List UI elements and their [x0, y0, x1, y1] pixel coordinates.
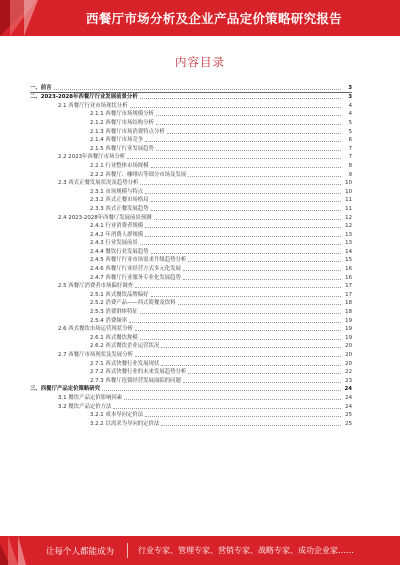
toc-entry[interactable]: [30, 307, 352, 316]
toc-dot-leader: [156, 150, 341, 151]
toc-heading: 内容目录: [175, 55, 225, 69]
toc-entry-title: 2.3 西式正餐发展状况及趋势分析: [58, 180, 139, 187]
toc-dot-leader: [140, 184, 341, 185]
toc-dot-leader: [151, 210, 341, 211]
toc-entry-title: 3.2.2 以需求为导向的定价法: [90, 420, 160, 427]
footer-decoration: [18, 536, 26, 565]
toc-entry-title: 2.3.1 市场规模与特点: [90, 188, 144, 195]
toc-entry-title: 2.4.1 行业消费者规模: [90, 223, 144, 230]
toc-entry-title: 2.4.3 行业发展前景: [90, 240, 138, 247]
toc-page-number: 17: [345, 283, 352, 290]
toc-entry-title: 2.2.2 西餐厅、咖啡店等细分市场及发展: [90, 171, 187, 178]
toc-dot-leader: [178, 304, 341, 305]
toc-page-number: 13: [345, 240, 352, 247]
toc-dot-leader: [102, 390, 341, 391]
toc-entry-title: 2.1.2 西餐厅市场结构分析: [90, 119, 154, 126]
toc-entry[interactable]: [30, 204, 352, 213]
toc-dot-leader: [151, 253, 341, 254]
toc-page-number: 4: [348, 102, 352, 109]
toc-page-number: 18: [345, 309, 352, 316]
toc-entry-title: 一、前言: [30, 84, 52, 91]
toc-entry[interactable]: [30, 264, 352, 273]
toc-entry-title: 2.4.2 年消费人群规模: [90, 231, 144, 238]
toc-dot-leader: [127, 158, 341, 159]
toc-page-number: 19: [345, 317, 352, 324]
toc-page-number: 18: [345, 300, 352, 307]
toc-page-number: 4: [348, 111, 352, 118]
toc-page-number: 24: [344, 386, 352, 393]
toc-entry-title: 2.4.7 西餐厅行业服务专业化发展趋势: [90, 274, 181, 281]
toc-entry[interactable]: [30, 419, 352, 428]
toc-dot-leader: [145, 193, 341, 194]
toc-page-number: 24: [345, 403, 352, 410]
toc-entry-title: 2.2.1 行业整体市场规模: [90, 162, 149, 169]
toc-dot-leader: [183, 270, 341, 271]
toc-entry-title: 3.1 餐饮产品定价影响因素: [58, 394, 123, 401]
toc-page-number: 7: [348, 154, 352, 161]
toc-page-number: 7: [348, 145, 352, 152]
toc-page-number: 15: [345, 257, 352, 264]
toc-page-number: 10: [345, 188, 352, 195]
toc-entry[interactable]: [30, 93, 352, 102]
footer-banner: [0, 536, 400, 565]
toc-page-number: 12: [345, 214, 352, 221]
footer-slogan: 让每个人都能成为: [46, 547, 115, 557]
toc-dot-leader: [151, 201, 341, 202]
toc-entry-title: 2.1.5 西餐厅行业发展趋势: [90, 145, 154, 152]
toc-entry[interactable]: [30, 153, 352, 162]
toc-dot-leader: [140, 244, 341, 245]
toc-page-number: 3: [348, 94, 352, 101]
toc-page-number: 25: [345, 412, 352, 419]
toc-entry[interactable]: [30, 333, 352, 342]
toc-entry[interactable]: [30, 222, 352, 231]
toc-entry[interactable]: [30, 196, 352, 205]
toc-entry[interactable]: [30, 290, 352, 299]
toc-page-number: 13: [345, 231, 352, 238]
toc-entry[interactable]: [30, 230, 352, 239]
toc-page-number: 11: [345, 205, 352, 212]
toc-entry[interactable]: [30, 170, 352, 179]
toc-entry-title: 2.4.4 餐饮行业发展趋势: [90, 248, 149, 255]
toc-entry[interactable]: [30, 179, 352, 188]
toc-entry-title: 2.6 西式餐饮市场运营现状分析: [58, 326, 133, 333]
toc-entry[interactable]: [30, 342, 352, 351]
toc-dot-leader: [140, 313, 341, 314]
toc-dot-leader: [161, 365, 341, 366]
toc-entry[interactable]: [30, 393, 352, 402]
toc-dot-leader: [130, 107, 341, 108]
toc-entry-title: 2.1.3 西餐厅市场消费特点分析: [90, 128, 165, 135]
toc-entry-title: 二、2023-2028年西餐厅行业发展前景分析: [30, 94, 138, 101]
toc-page-number: 20: [345, 360, 352, 367]
toc-entry[interactable]: [30, 213, 352, 222]
footer-targets: 行业专家、管理专家、营销专家、战略专家、成功企业家……: [138, 546, 354, 555]
toc-dot-leader: [140, 339, 341, 340]
toc-page-number: 8: [348, 162, 352, 169]
toc-dot-leader: [183, 279, 341, 280]
toc-entry[interactable]: [30, 316, 352, 325]
toc-entry[interactable]: [30, 256, 352, 265]
toc-page-number: 6: [348, 137, 352, 144]
toc-dot-leader: [183, 382, 341, 383]
header-banner: [0, 0, 400, 36]
toc-page-number: 20: [345, 352, 352, 358]
toc-page-number: 9: [348, 171, 352, 178]
toc-page-number: 24: [345, 394, 352, 401]
footer-decoration: [8, 536, 18, 565]
toc-entry[interactable]: [30, 411, 352, 420]
toc-entry[interactable]: [30, 84, 352, 93]
toc-page-number: 22: [345, 369, 352, 376]
toc-dot-leader: [129, 322, 341, 323]
toc-dot-leader: [188, 261, 341, 262]
toc-entry-title: 2.4.6 西餐厅行业经营方式多元化发展: [90, 266, 181, 273]
toc-dot-leader: [188, 373, 341, 374]
toc-entry-title: 2.7.3 西餐厅连锁经营发展面临的问题: [90, 377, 181, 384]
toc-dot-leader: [145, 227, 341, 228]
toc-entry-title: 2.7.1 西式快餐行业发展现状: [90, 360, 160, 367]
toc-page-number: 23: [345, 377, 352, 384]
toc-page-number: 5: [348, 128, 352, 135]
toc-entry-title: 2.3.2 西式正餐市场格局: [90, 197, 149, 204]
toc-entry-title: 2.5.2 消费产品——西式简餐及饮料: [90, 300, 176, 307]
toc-page-number: 11: [345, 197, 352, 204]
toc-entry[interactable]: [30, 299, 352, 308]
toc-entry[interactable]: [30, 376, 352, 385]
toc-dot-leader: [54, 89, 341, 90]
toc-page-number: 17: [345, 291, 352, 298]
toc-entry[interactable]: [30, 325, 352, 334]
toc-page-number: 3: [348, 84, 352, 91]
toc-entry[interactable]: [30, 359, 352, 368]
toc-dot-leader: [154, 219, 341, 220]
toc-entry-title: 2.5 西餐厅消费者市场偏好调查: [58, 283, 133, 290]
toc-entry-title: 2.4.5 西餐厅行业市场需求升级趋势分析: [90, 257, 187, 264]
toc-page-number: 14: [345, 248, 352, 255]
report-title: 西餐厅市场分析及企业产品定价策略研究报告: [85, 11, 342, 26]
toc-entry-title: 3.2 餐饮产品定价方法: [58, 403, 112, 410]
toc-entry[interactable]: [30, 161, 352, 170]
toc-dot-leader: [167, 133, 341, 134]
toc-entry[interactable]: [30, 127, 352, 136]
toc-entry-title: 2.5.1 西式餐饮品牌偏好: [90, 291, 149, 298]
toc-entry[interactable]: [30, 239, 352, 248]
toc-entry-title: 2.1.1 西餐厅市场规模分析: [90, 111, 154, 118]
toc-entry[interactable]: [30, 385, 352, 394]
toc-entry[interactable]: [30, 110, 352, 119]
toc-entry[interactable]: [30, 402, 352, 411]
toc-entry[interactable]: [30, 144, 352, 153]
toc-entry[interactable]: [30, 273, 352, 282]
toc-dot-leader: [135, 330, 341, 331]
toc-page-number: 25: [345, 420, 352, 427]
toc-dot-leader: [151, 296, 341, 297]
toc-page-number: 16: [345, 266, 352, 273]
toc-page-number: 10: [345, 180, 352, 187]
toc-dot-leader: [124, 399, 341, 400]
toc-dot-leader: [156, 115, 341, 116]
toc-entry[interactable]: [30, 101, 352, 110]
toc-entry[interactable]: [30, 247, 352, 256]
toc-dot-leader: [140, 98, 341, 99]
toc-page-number: 16: [345, 274, 352, 281]
toc-dot-leader: [151, 167, 341, 168]
toc-entry[interactable]: [30, 187, 352, 196]
toc-entry[interactable]: [30, 136, 352, 145]
toc-entry-title: 2.5.3 消费群体特征: [90, 309, 138, 316]
toc-entry[interactable]: [30, 118, 352, 127]
toc-entry-title: 2.5.4 消费频率: [90, 317, 127, 324]
toc-dot-leader: [161, 425, 341, 426]
toc-page-number: 20: [345, 343, 352, 350]
toc-entry-title: 2.6.2 西式餐饮企业运营状况: [90, 343, 160, 350]
toc-entry[interactable]: [30, 282, 352, 291]
toc-page-number: 12: [345, 223, 352, 230]
toc-dot-leader: [145, 416, 341, 417]
toc-entry[interactable]: [30, 350, 352, 359]
toc-entry-title: 2.4 2023-2028年西餐厅发展前景预测: [58, 214, 152, 221]
header-decoration: [24, 0, 38, 36]
toc-entry-title: 三、西餐厅产品定价策略研究: [30, 386, 101, 393]
footer-divider: [127, 543, 128, 558]
toc-dot-leader: [156, 124, 341, 125]
toc-entry-title: 2.1 西餐厅行业市场现状分析: [58, 102, 128, 109]
toc-page-number: 19: [345, 326, 352, 333]
toc-dot-leader: [135, 356, 341, 357]
toc-page-number: 5: [348, 119, 352, 126]
toc-dot-leader: [161, 347, 341, 348]
toc-dot-leader: [145, 141, 341, 142]
toc-entry-title: 2.1.4 西餐厅市场竞争: [90, 137, 144, 144]
toc-dot-leader: [135, 287, 341, 288]
toc-entry[interactable]: [30, 368, 352, 377]
toc-entry-title: 3.2.1 成本导向定价法: [90, 412, 144, 419]
toc-entry-title: 2.6.1 西式餐饮规模: [90, 334, 138, 341]
table-of-contents: [30, 84, 352, 428]
toc-entry-title: 2.7.2 西式快餐行业的未来发展趋势分析: [90, 369, 187, 376]
toc-dot-leader: [113, 408, 341, 409]
toc-page-number: 19: [345, 334, 352, 341]
toc-entry-title: 2.3.3 西式正餐发展趋势: [90, 205, 149, 212]
toc-dot-leader: [188, 176, 341, 177]
toc-entry-title: 2.7 西餐厅市场现状及发展分析: [58, 352, 133, 358]
toc-entry-title: 2.2 2023年西餐厅市场分析: [58, 154, 126, 161]
toc-dot-leader: [145, 236, 341, 237]
